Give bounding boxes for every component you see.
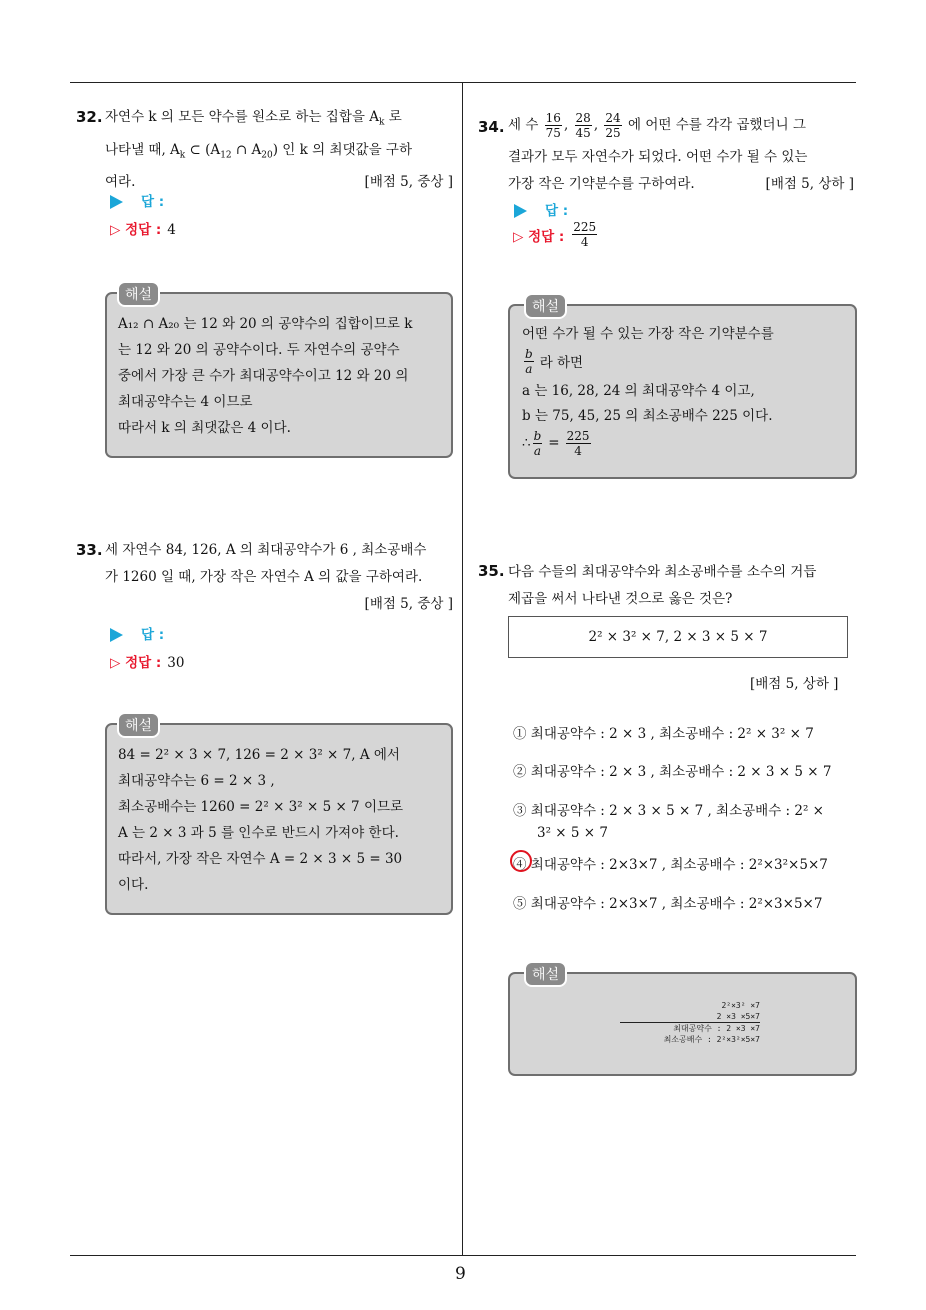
- q35-score: [배점 5, 상하 ]: [750, 676, 839, 692]
- q32-line1: 자연수 k 의 모든 약수를 원소로 하는 집합을 $A_k$ 로: [105, 109, 402, 128]
- q32-answer-field[interactable]: 답 :: [110, 190, 164, 210]
- q32-score: [배점 5, 중상 ]: [364, 174, 453, 191]
- q35-option-1[interactable]: ① 최대공약수 : 2 × 3 , 최소공배수 : 2² × 3² × 7: [513, 726, 814, 742]
- q35-option-5[interactable]: ⑤ 최대공약수 : 2×3×7 , 최소공배수 : 2²×3×5×7: [513, 896, 823, 912]
- q32-explanation-tag: 해설: [117, 281, 160, 307]
- top-rule: [70, 82, 856, 83]
- page-number: 9: [455, 1264, 466, 1284]
- selected-answer-circle-icon: [510, 850, 532, 872]
- q34-explanation-text: 어떤 수가 될 수 있는 가장 작은 기약분수를 $\frac{b}{a}$ 라 하면 a 는 16, 28, 24 의 최대공약수 4 이고, b 는 75, 45, 25 의 최소공배수 225 이다. ∴ $\frac{b}{a}$ = $\frac{225}{4}$: [522, 326, 774, 458]
- q32-question: [105, 104, 457, 196]
- bottom-rule: [70, 1255, 856, 1256]
- q34-answer-field[interactable]: 답 :: [514, 199, 568, 219]
- q33-explanation-text: 84 = 2² × 3 × 7, 126 = 2 × 3² × 7, A 에서 최대공약수는 6 = 2 × 3 , 최소공배수는 1260 = 2² × 3² × 5 × 7 이므로 A 는 2 × 3 과 5 를 인수로 반드시 가져야 한다. 따라서, 가장 작은 자연수 A = 2 × 3 × 5 = 30 이다.: [118, 747, 404, 893]
- q35-option-4[interactable]: ④ 최대공약수 : 2×3×7 , 최소공배수 : 2²×3²×5×7: [513, 857, 828, 873]
- q35-explanation-diagram: 2²×3² ×7 2 ×3 ×5×7 최대공약수 : 2 ×3 ×7 최소공배수 : 2²×3²×5×7: [620, 1000, 760, 1045]
- q33-number: 33.: [76, 541, 103, 559]
- q32-explanation-text: A₁₂ ∩ A₂₀ 는 12 와 20 의 공약수의 집합이므로 k 는 12 와 20 의 공약수이다. 두 자연수의 공약수 중에서 가장 큰 수가 최대공약수이고 12 와 20 의 최대공약수는 4 이므로 따라서 k 의 최댓값은 4 이다.: [118, 316, 413, 436]
- q34-explanation-tag: 해설: [524, 293, 567, 319]
- q32-number: 32.: [76, 108, 103, 126]
- q33-correct-answer: ▷ 정답 : 30: [110, 655, 185, 671]
- column-divider: [462, 82, 463, 1256]
- q35-option-3-cont: 3² × 5 × 7: [537, 825, 608, 841]
- q35-question: 다음 수들의 최대공약수와 최소공배수를 소수의 거듭 제곱을 써서 나타낸 것으로 옳은 것은?: [508, 564, 817, 607]
- q34-number: 34.: [478, 118, 505, 136]
- q33-explanation-tag: 해설: [117, 712, 160, 738]
- q33-question: 세 자연수 84, 126, A 의 최대공약수가 6 , 최소공배수 가 1260 일 때, 가장 작은 자연수 A 의 값을 구하여라. [배점 5, 중상 ]: [105, 537, 457, 618]
- q33-answer-field[interactable]: 답 :: [110, 623, 164, 643]
- q34-exp-frac-ba: $\frac{b}{a}$: [525, 346, 533, 376]
- q34-frac-1: $\frac{16}{75}$: [545, 110, 561, 140]
- play-triangle-icon: [514, 204, 527, 218]
- q32-line2: 나타낼 때, $A_k$ ⊂ ($A_{12}$ ∩ $A_{20}$) 인 k 의 최댓값을 구하: [105, 141, 412, 161]
- q32-correct-answer: ▷ 정답 : 4: [110, 222, 176, 238]
- q35-number: 35.: [478, 562, 505, 580]
- q34-frac-2: $\frac{28}{45}$: [575, 110, 591, 140]
- q34-line1: 세 수 $\frac{16}{75}$ , $\frac{28}{45}$ , $\frac{24}{25}$ 에 어떤 수를 각각 곱했더니 그: [508, 110, 806, 140]
- q34-frac-3: $\frac{24}{25}$: [605, 110, 621, 140]
- q35-option-2[interactable]: ② 최대공약수 : 2 × 3 , 최소공배수 : 2 × 3 × 5 × 7: [513, 764, 832, 780]
- q34-correct-answer: ▷ 정답 : $\frac{225}{4}$: [513, 220, 597, 249]
- play-triangle-icon: [110, 628, 123, 642]
- q35-given-box: 2² × 3² × 7, 2 × 3 × 5 × 7: [508, 616, 848, 658]
- q34-question: 세 수 $\frac{16}{75}$ , $\frac{28}{45}$ , $\frac{24}{25}$ 에 어떤 수를 각각 곱했더니 그 결과가 모두 자연수가 되었다. 어떤 수가 될 수 있는 가장 작은 기약분수를 구하여라. [배점 5, 상하 ]: [508, 106, 860, 198]
- q35-option-3[interactable]: ③ 최대공약수 : 2 × 3 × 5 × 7 , 최소공배수 : 2² ×: [513, 803, 824, 819]
- q33-score: [배점 5, 중상 ]: [364, 596, 453, 612]
- q34-score: [배점 5, 상하 ]: [765, 176, 854, 192]
- play-triangle-icon: [110, 195, 123, 209]
- q35-explanation-tag: 해설: [524, 961, 567, 987]
- q32-line3: 여라. [배점 5, 중상 ]: [105, 169, 457, 196]
